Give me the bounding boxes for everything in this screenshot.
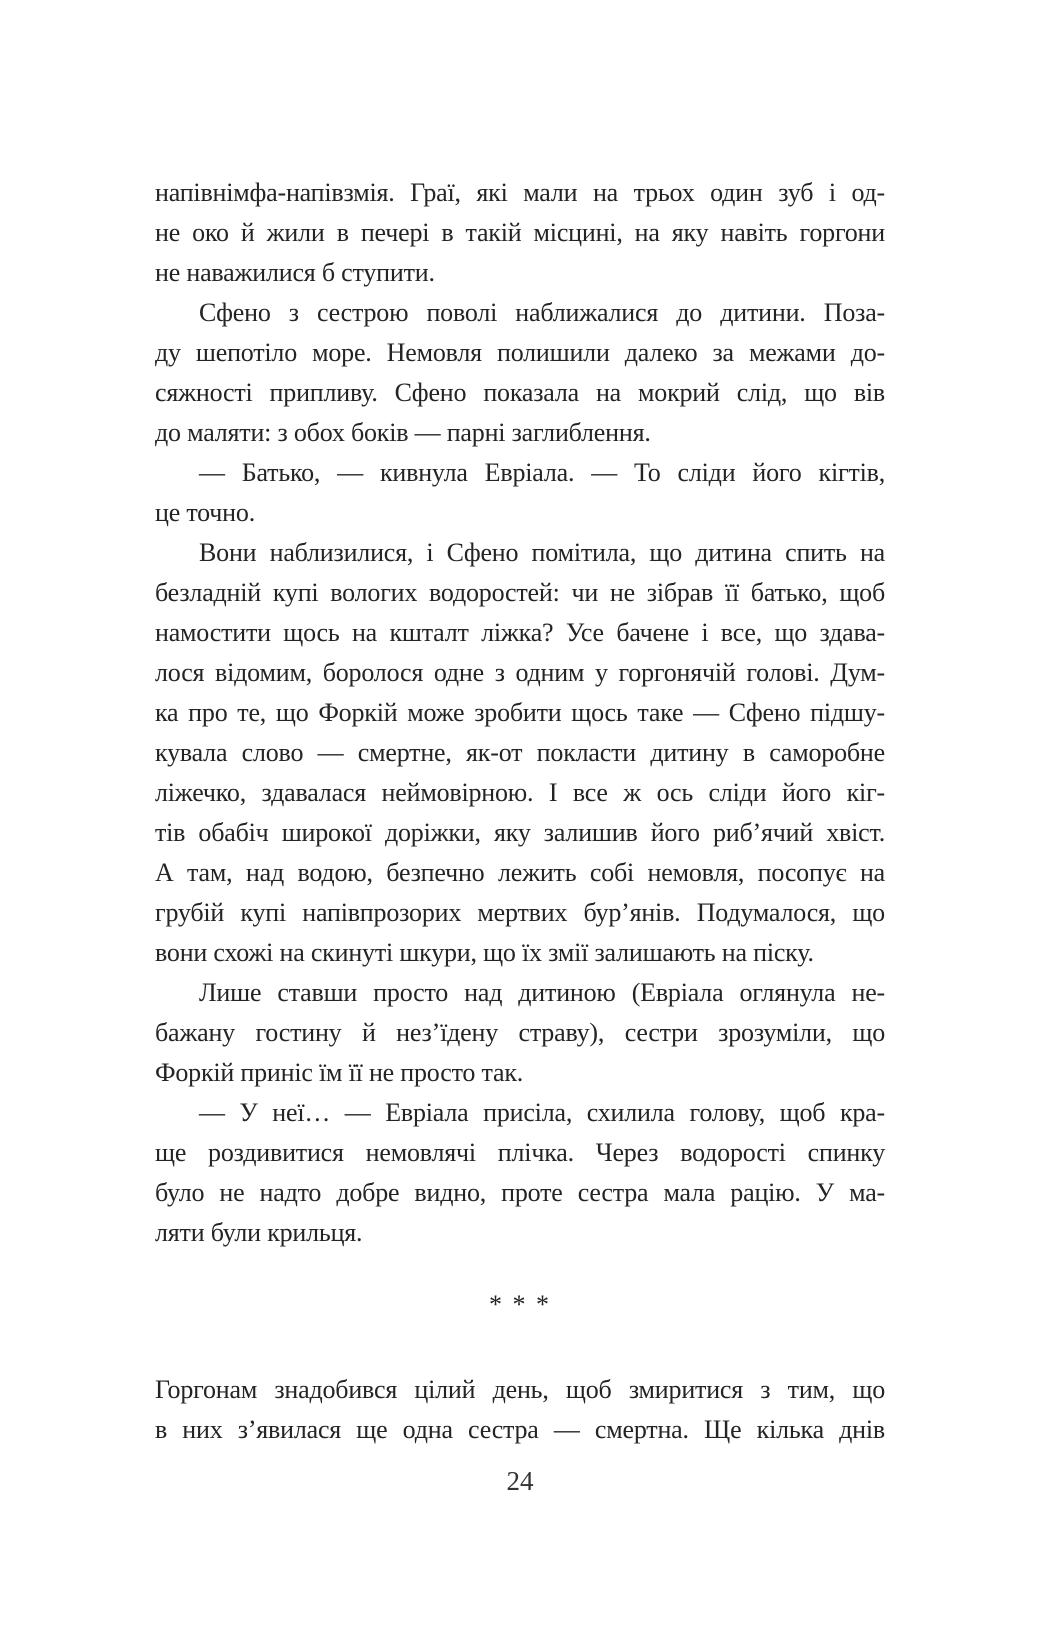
text-line: Вони наблизилися, і Сфено помітила, що дитина спить на — [199, 538, 885, 567]
text-line: грубій купі напівпрозорих мертвих бур’янів. Подумалося, що — [155, 898, 885, 927]
text-line: до маляти: з обох боків — парні заглиблення. — [155, 418, 651, 447]
text-line: — У неї… — Евріала присіла, схилила голову, щоб кра- — [199, 1098, 885, 1127]
text-line: кувала слово — смертне, як-от покласти дитину в саморобне — [155, 738, 885, 767]
paragraph — [155, 1370, 885, 1450]
text-line: — Батько, — кивнула Евріала. — То сліди його кігтів, — [199, 458, 885, 487]
section-break: * * * — [489, 1290, 551, 1319]
paragraph — [155, 293, 885, 453]
text-line: безладній купі вологих водоростей: чи не зібрав її батько, щоб — [155, 578, 885, 607]
text-line: це точно. — [155, 498, 255, 527]
paragraph — [155, 1093, 885, 1253]
text-line: ляти були крильця. — [155, 1218, 363, 1247]
text-line: ще роздивитися немовлячі плічка. Через водорості спинку — [155, 1138, 885, 1167]
text-line: ду шепотіло море. Немовля полишили далеко за межами до- — [155, 338, 885, 367]
paragraph — [155, 453, 885, 533]
text-line: тів обабіч широкої доріжки, яку залишив його риб’ячий хвіст. — [155, 818, 885, 847]
paragraph — [155, 533, 885, 973]
text-line: вони схожі на скинуті шкури, що їх змії залишають на піску. — [155, 938, 814, 967]
text-line: Лише ставши просто над дитиною (Евріала оглянула не- — [199, 978, 885, 1007]
text-line: сяжності припливу. Сфено показала на мокрий слід, що вів — [155, 378, 885, 407]
text-line: в них з’явилася ще одна сестра — смертна. Ще кілька днів — [155, 1415, 885, 1444]
text-line: Форкій приніс їм її не просто так. — [155, 1058, 524, 1087]
text-line: лося відомим, боролося одне з одним у горгонячій голові. Дум- — [155, 658, 885, 687]
text-line: намостити щось на кшталт ліжка? Усе бачене і все, що здава- — [155, 618, 885, 647]
text-line: напівнімфа-напівзмія. Граї, які мали на трьох один зуб і од- — [155, 178, 885, 207]
text-line: Сфено з сестрою поволі наближалися до дитини. Поза- — [199, 298, 885, 327]
text-line: бажану гостину й нез’їдену страву), сестри зрозуміли, що — [155, 1018, 885, 1047]
text-line: не наважилися б ступити. — [155, 258, 435, 287]
text-line: А там, над водою, безпечно лежить собі немовля, посопує на — [155, 858, 885, 887]
page-number: 24 — [506, 1466, 534, 1496]
paragraph — [155, 173, 885, 293]
text-line: Горгонам знадобився цілий день, щоб змиритися з тим, що — [155, 1375, 885, 1404]
page-text — [155, 173, 885, 1450]
text-line: не око й жили в печері в такій місцині, на яку навіть горгони — [155, 218, 885, 247]
text-line: ліжечко, здавалася неймовірною. І все ж ось сліди його кіг- — [155, 778, 885, 807]
text-line: ка про те, що Форкій може зробити щось таке — Сфено підшу- — [155, 698, 885, 727]
text-line: було не надто добре видно, проте сестра мала рацію. У ма- — [155, 1178, 885, 1207]
paragraph — [155, 973, 885, 1093]
